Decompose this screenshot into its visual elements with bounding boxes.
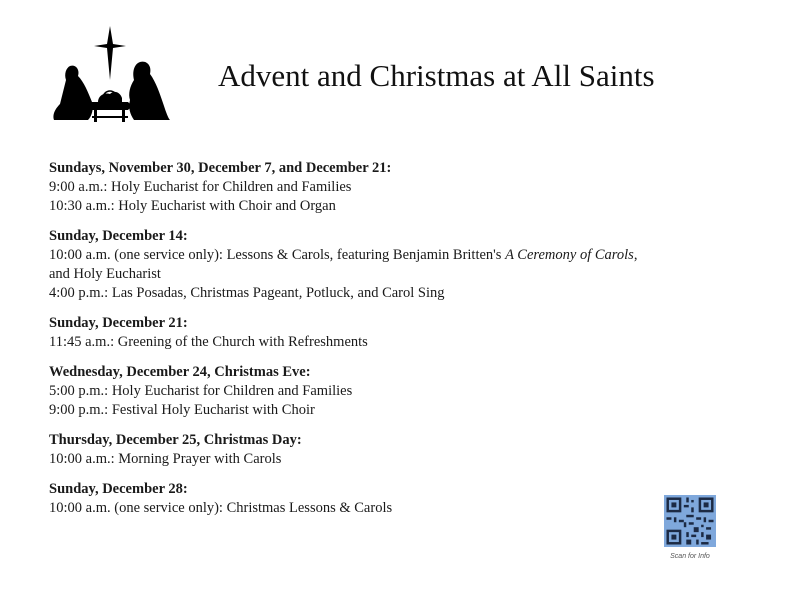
service-line: 11:45 a.m.: Greening of the Church with Refreshments — [49, 334, 368, 350]
service-line: 10:00 a.m. (one service only): Christmas Lessons & Carols — [49, 500, 393, 516]
service-line: 4:00 p.m.: Las Posadas, Christmas Pageant, Potluck, and Carol Sing — [49, 285, 445, 301]
section-heading: Sunday, December 21: — [49, 315, 188, 331]
service-line: 10:30 a.m.: Holy Eucharist with Choir and Organ — [49, 198, 336, 214]
service-line — [49, 246, 689, 265]
qr-code-icon[interactable] — [664, 495, 716, 547]
section-heading: Sundays, November 30, December 7, and December 21: — [49, 160, 392, 176]
schedule-section — [49, 227, 689, 303]
section-heading: Sunday, December 14: — [49, 228, 188, 244]
section-heading: Sunday, December 28: — [49, 481, 188, 497]
schedule-section — [49, 159, 689, 216]
section-heading: Thursday, December 25, Christmas Day: — [49, 432, 302, 448]
qr-block — [664, 495, 716, 560]
service-text: 10:00 a.m. (one service only): Lessons & Carols, featuring Benjamin Britten's — [49, 247, 502, 263]
schedule-section — [49, 363, 689, 420]
page-title: Advent and Christmas at All Saints — [218, 58, 655, 93]
schedule-section — [49, 314, 689, 352]
service-line: 5:00 p.m.: Holy Eucharist for Children and Families — [49, 383, 353, 399]
section-heading: Wednesday, December 24, Christmas Eve: — [49, 364, 311, 380]
schedule-section — [49, 480, 689, 518]
service-line: 10:00 a.m.: Morning Prayer with Carols — [49, 451, 282, 467]
punctuation: , — [633, 247, 638, 263]
schedule-section — [49, 431, 689, 469]
work-title: A Ceremony of Carols — [505, 247, 634, 263]
service-line: 9:00 p.m.: Festival Holy Eucharist with Choir — [49, 402, 315, 418]
qr-caption: Scan for Info — [670, 553, 710, 560]
service-line: and Holy Eucharist — [49, 266, 161, 282]
service-schedule — [49, 159, 689, 529]
service-line: 9:00 a.m.: Holy Eucharist for Children and Families — [49, 179, 352, 195]
nativity-silhouette-icon — [48, 24, 176, 124]
